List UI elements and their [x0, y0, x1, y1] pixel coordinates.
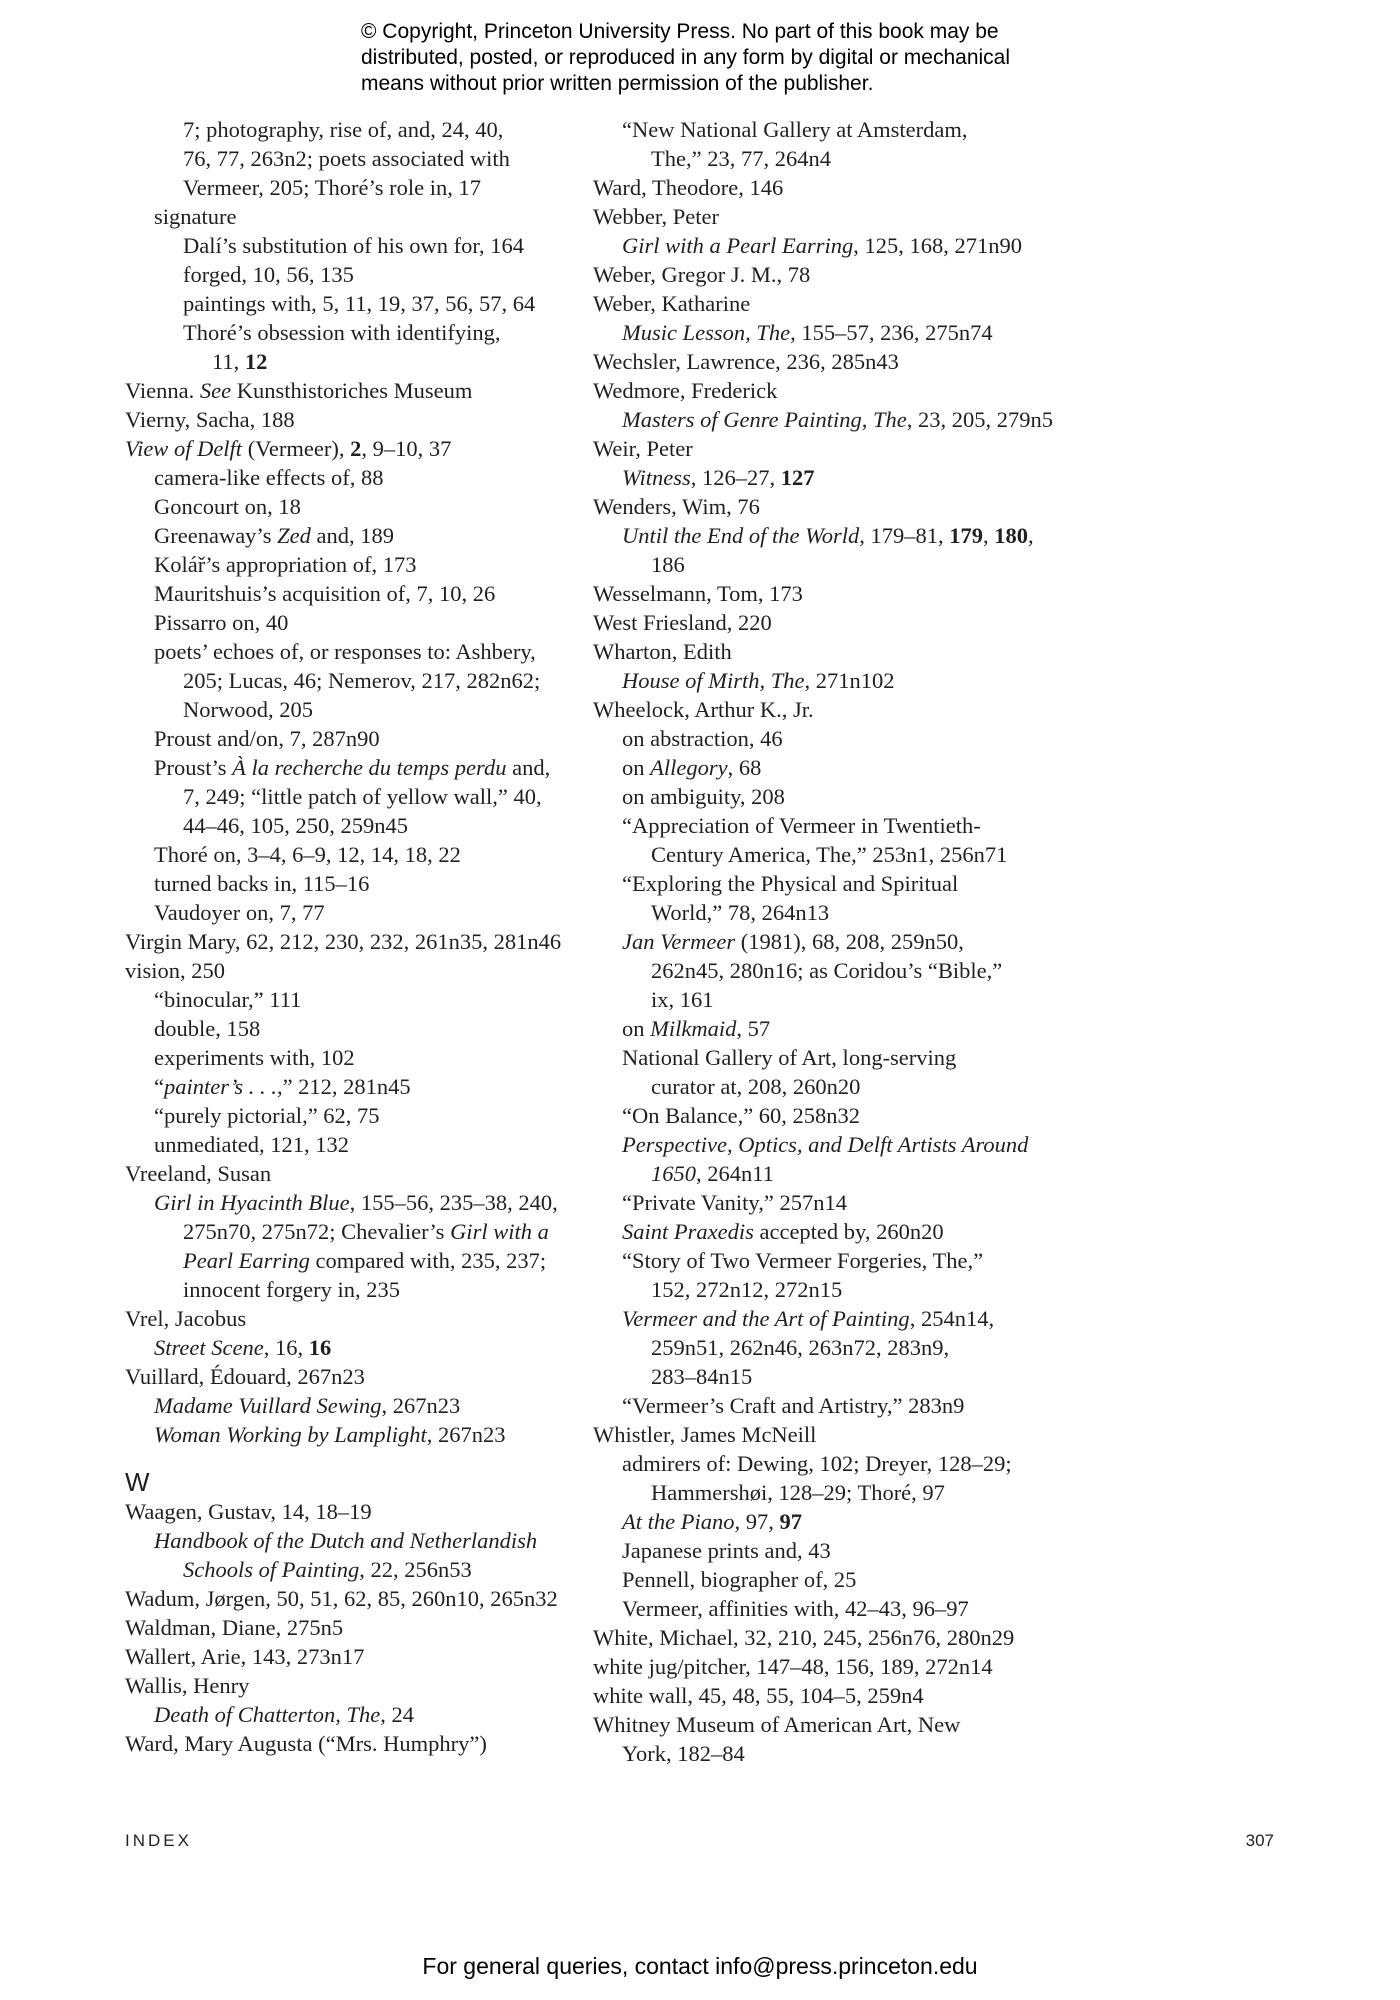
index-subentry	[125, 1217, 595, 1246]
entry-text: Kunsthistoriches Museum	[231, 378, 473, 403]
bold-page-ref: 97	[779, 1509, 802, 1534]
italic-text: Madame Vuillard Sewing	[154, 1393, 382, 1418]
index-entry	[125, 1613, 595, 1642]
index-subentry	[125, 1188, 595, 1217]
entry-text: Thoré’s obsession with identifying,	[183, 320, 501, 345]
italic-text: House of Mirth, The	[622, 668, 805, 693]
footer-contact: For general queries, contact info@press.princeton.edu	[422, 1953, 978, 1979]
bold-page-ref: 180	[994, 523, 1029, 548]
index-subentry	[593, 1246, 1063, 1275]
section-gap	[125, 1449, 595, 1461]
index-subentry	[593, 1304, 1063, 1333]
index-subentry	[593, 869, 1063, 898]
entry-text: , 267n23	[381, 1393, 461, 1418]
entry-text: , 155–56, 235–38, 240,	[349, 1190, 558, 1215]
index-subentry	[593, 1101, 1063, 1130]
index-subentry	[125, 869, 595, 898]
index-subentry	[593, 753, 1063, 782]
entry-text: Kolář’s appropriation of, 173	[154, 552, 417, 577]
entry-text: poets’ echoes of, or responses to: Ashbery,	[154, 639, 536, 664]
index-subentry	[125, 1333, 595, 1362]
index-subentry	[125, 1555, 595, 1584]
index-entry	[593, 1710, 1063, 1739]
entry-text: Vuillard, Édouard, 267n23	[125, 1364, 365, 1389]
index-entry	[593, 1420, 1063, 1449]
entry-text: “Story of Two Vermeer Forgeries, The,”	[622, 1248, 984, 1273]
italic-text: Girl with a Pearl Earring	[622, 233, 854, 258]
index-subentry	[593, 1043, 1063, 1072]
italic-text: Music Lesson, The	[622, 320, 791, 345]
entry-text: and, 189	[310, 523, 394, 548]
entry-text: , 57	[736, 1016, 771, 1041]
index-subentry	[125, 985, 595, 1014]
index-entry	[125, 1729, 595, 1758]
section-heading	[125, 1461, 595, 1497]
entry-text: Wheelock, Arthur K., Jr.	[593, 697, 814, 722]
index-entry	[593, 202, 1063, 231]
index-entry	[125, 1362, 595, 1391]
entry-text: Wesselmann, Tom, 173	[593, 581, 803, 606]
index-subentry	[593, 985, 1063, 1014]
entry-text: forged, 10, 56, 135	[183, 262, 354, 287]
index-subentry	[593, 840, 1063, 869]
italic-text: Death of Chatterton, The	[154, 1702, 381, 1727]
entry-text: Vrel, Jacobus	[125, 1306, 247, 1331]
index-subentry	[593, 1478, 1063, 1507]
index-subentry	[593, 666, 1063, 695]
index-entry	[125, 1584, 595, 1613]
index-subentry	[125, 1700, 595, 1729]
entry-text: Greenaway’s	[154, 523, 278, 548]
entry-text: “On Balance,” 60, 258n32	[622, 1103, 861, 1128]
index-subentry	[125, 492, 595, 521]
index-subentry	[593, 1594, 1063, 1623]
entry-text: Goncourt on, 18	[154, 494, 301, 519]
index-subentry	[125, 1072, 595, 1101]
index-subentry	[593, 1188, 1063, 1217]
entry-text: Waldman, Diane, 275n5	[125, 1615, 344, 1640]
entry-text: Virgin Mary, 62, 212, 230, 232, 261n35, 281n46	[125, 929, 562, 954]
entry-text: York, 182–84	[622, 1741, 745, 1766]
index-subentry	[125, 173, 595, 202]
entry-text: Wallert, Arie, 143, 273n17	[125, 1644, 365, 1669]
index-subentry	[593, 405, 1063, 434]
index-subentry	[593, 782, 1063, 811]
index-subentry	[125, 782, 595, 811]
entry-text: Proust’s	[154, 755, 233, 780]
index-entry	[593, 637, 1063, 666]
entry-text: , 264n11	[696, 1161, 774, 1186]
entry-text: on	[622, 755, 651, 780]
entry-text: Wadum, Jørgen, 50, 51, 62, 85, 260n10, 265n32	[125, 1586, 558, 1611]
entry-text: on	[622, 1016, 651, 1041]
index-column-left	[125, 115, 595, 1758]
entry-text: , 125, 168, 271n90	[853, 233, 1023, 258]
bold-page-ref: 16	[308, 1335, 332, 1360]
entry-text: on abstraction, 46	[622, 726, 783, 751]
entry-text: 283–84n15	[651, 1364, 753, 1389]
index-entry	[593, 492, 1063, 521]
entry-text: , 23, 205, 279n5	[906, 407, 1054, 432]
index-subentry	[593, 1536, 1063, 1565]
entry-text: , 68	[727, 755, 762, 780]
italic-text: Vermeer and the Art of Painting	[622, 1306, 910, 1331]
copyright-line: means without prior written permission of the publisher.	[361, 72, 874, 95]
italic-text: Until the End of the World	[622, 523, 860, 548]
index-entry	[593, 347, 1063, 376]
index-subentry	[125, 231, 595, 260]
bold-page-ref: 127	[780, 465, 815, 490]
index-subentry	[125, 550, 595, 579]
entry-text: turned backs in, 115–16	[154, 871, 370, 896]
italic-text: Saint Praxedis	[622, 1219, 754, 1244]
entry-text: “Private Vanity,” 257n14	[622, 1190, 847, 1215]
entry-text: and,	[506, 755, 551, 780]
italic-text: Milkmaid	[650, 1016, 737, 1041]
entry-text: , 179–81,	[859, 523, 950, 548]
index-subentry	[593, 1275, 1063, 1304]
index-subentry	[593, 1739, 1063, 1768]
index-entry	[125, 1159, 595, 1188]
entry-text: Dalí’s substitution of his own for, 164	[183, 233, 524, 258]
index-subentry	[125, 724, 595, 753]
italic-text: Schools of Painting	[183, 1557, 360, 1582]
entry-text: Vaudoyer on, 7, 77	[154, 900, 325, 925]
entry-text: Proust and/on, 7, 287n90	[154, 726, 380, 751]
entry-text: W	[125, 1467, 150, 1497]
italic-text: Perspective, Optics, and Delft Artists Around	[622, 1132, 1029, 1157]
index-subentry	[593, 1507, 1063, 1536]
index-entry	[593, 579, 1063, 608]
entry-text: Vreeland, Susan	[125, 1161, 272, 1186]
entry-text: “binocular,” 111	[154, 987, 302, 1012]
entry-text: vision, 250	[125, 958, 226, 983]
entry-text: experiments with, 102	[154, 1045, 355, 1070]
index-subentry	[125, 608, 595, 637]
index-entry	[125, 927, 595, 956]
index-entry	[125, 434, 595, 463]
index-entry	[125, 956, 595, 985]
italic-text: Jan Vermeer	[622, 929, 736, 954]
entry-text: , 155–57, 236, 275n74	[790, 320, 993, 345]
entry-text: Mauritshuis’s acquisition of, 7, 10, 26	[154, 581, 496, 606]
index-entry	[593, 608, 1063, 637]
entry-text: , 254n14,	[909, 1306, 995, 1331]
italic-text: View of Delft	[125, 436, 243, 461]
index-column-right	[593, 115, 1063, 1768]
entry-text: Vermeer, 205; Thoré’s role in, 17	[183, 175, 481, 200]
entry-text: , 22, 256n53	[359, 1557, 472, 1582]
entry-text: Vermeer, affinities with, 42–43, 96–97	[622, 1596, 969, 1621]
entry-text: “New National Gallery at Amsterdam,	[622, 117, 968, 142]
entry-text: (1981), 68, 208, 259n50,	[735, 929, 964, 954]
copyright-line: distributed, posted, or reproduced in any form by digital or mechanical	[361, 46, 1011, 69]
entry-text: Wedmore, Frederick	[593, 378, 778, 403]
entry-text: ,” 212, 281n45	[276, 1074, 411, 1099]
entry-text: The,” 23, 77, 264n4	[651, 146, 831, 171]
index-entry	[593, 173, 1063, 202]
bold-page-ref: 179	[949, 523, 984, 548]
index-subentry	[125, 144, 595, 173]
entry-text: compared with, 235, 237;	[309, 1248, 547, 1273]
entry-text: , 9–10, 37	[361, 436, 452, 461]
italic-text: Woman Working by Lamplight	[154, 1422, 427, 1447]
page-number: 307	[1245, 1831, 1274, 1850]
index-subentry	[593, 724, 1063, 753]
entry-text: , 271n102	[804, 668, 895, 693]
entry-text: Ward, Mary Augusta (“Mrs. Humphry”)	[125, 1731, 487, 1756]
index-subentry	[125, 1101, 595, 1130]
entry-text: 11,	[212, 349, 245, 374]
entry-text: 259n51, 262n46, 263n72, 283n9,	[651, 1335, 950, 1360]
index-entry	[125, 1497, 595, 1526]
entry-text: Japanese prints and, 43	[622, 1538, 831, 1563]
entry-text: Weber, Gregor J. M., 78	[593, 262, 811, 287]
index-subentry	[125, 521, 595, 550]
entry-text: innocent forgery in, 235	[183, 1277, 401, 1302]
index-subentry	[593, 521, 1063, 550]
entry-text: 186	[651, 552, 685, 577]
entry-text: National Gallery of Art, long-serving	[622, 1045, 957, 1070]
index-subentry	[593, 115, 1063, 144]
entry-text: white jug/pitcher, 147–48, 156, 189, 272n14	[593, 1654, 993, 1679]
entry-text: Century America, The,” 253n1, 256n71	[651, 842, 1008, 867]
entry-text: admirers of: Dewing, 102; Dreyer, 128–29;	[622, 1451, 1012, 1476]
index-entry	[125, 1304, 595, 1333]
entry-text: 205; Lucas, 46; Nemerov, 217, 282n62;	[183, 668, 541, 693]
entry-text: Whistler, James McNeill	[593, 1422, 817, 1447]
index-subentry	[125, 463, 595, 492]
index-subentry	[125, 1275, 595, 1304]
index-subentry	[593, 927, 1063, 956]
italic-text: See	[199, 378, 232, 403]
entry-text: curator at, 208, 260n20	[651, 1074, 861, 1099]
index-subentry	[593, 550, 1063, 579]
index-subentry	[593, 898, 1063, 927]
index-subentry	[593, 956, 1063, 985]
entry-text: 44–46, 105, 250, 259n45	[183, 813, 408, 838]
index-entry	[593, 1623, 1063, 1652]
index-subentry	[125, 1391, 595, 1420]
index-subentry	[125, 811, 595, 840]
entry-text: World,” 78, 264n13	[651, 900, 830, 925]
index-subentry	[125, 289, 595, 318]
index-subentry	[125, 840, 595, 869]
index-entry	[593, 434, 1063, 463]
entry-text: (Vermeer),	[242, 436, 351, 461]
italic-text: Allegory	[650, 755, 728, 780]
index-entry	[593, 1652, 1063, 1681]
entry-text: paintings with, 5, 11, 19, 37, 56, 57, 64	[183, 291, 536, 316]
entry-text: Wharton, Edith	[593, 639, 732, 664]
entry-text: double, 158	[154, 1016, 261, 1041]
entry-text: “	[154, 1074, 164, 1099]
entry-text: 152, 272n12, 272n15	[651, 1277, 843, 1302]
italic-text: Zed	[277, 523, 311, 548]
entry-text: Norwood, 205	[183, 697, 313, 722]
entry-text: white wall, 45, 48, 55, 104–5, 259n4	[593, 1683, 924, 1708]
entry-text: 7; photography, rise of, and, 24, 40,	[183, 117, 504, 142]
index-entry	[125, 376, 595, 405]
index-subentry	[125, 1526, 595, 1555]
copyright-line: © Copyright, Princeton University Press. No part of this book may be	[361, 20, 999, 43]
entry-text: Weber, Katharine	[593, 291, 751, 316]
italic-text: Girl in Hyacinth Blue	[154, 1190, 350, 1215]
index-subentry	[125, 1130, 595, 1159]
entry-text: 262n45, 280n16; as Coridou’s “Bible,”	[651, 958, 1003, 983]
entry-text: White, Michael, 32, 210, 245, 256n76, 280n29	[593, 1625, 1015, 1650]
entry-text: on ambiguity, 208	[622, 784, 785, 809]
entry-text: , 126–27,	[690, 465, 781, 490]
index-entry	[593, 289, 1063, 318]
index-subentry	[125, 695, 595, 724]
italic-text: Girl with a	[450, 1219, 549, 1244]
index-subentry	[125, 347, 595, 376]
entry-text: Pissarro on, 40	[154, 610, 289, 635]
index-subentry	[593, 1391, 1063, 1420]
entry-text: “Appreciation of Vermeer in Twentieth-	[622, 813, 981, 838]
entry-text: Webber, Peter	[593, 204, 719, 229]
index-entry	[593, 376, 1063, 405]
index-entry	[125, 1671, 595, 1700]
entry-text: Hammershøi, 128–29; Thoré, 97	[651, 1480, 945, 1505]
entry-text: Waagen, Gustav, 14, 18–19	[125, 1499, 372, 1524]
index-entry	[125, 1642, 595, 1671]
entry-text: “Exploring the Physical and Spiritual	[622, 871, 959, 896]
italic-text: At the Piano	[622, 1509, 735, 1534]
entry-text: , 24	[380, 1702, 414, 1727]
index-subentry	[593, 1014, 1063, 1043]
index-entry	[593, 1681, 1063, 1710]
italic-text: painter’s . . .	[164, 1074, 277, 1099]
italic-text: 1650	[651, 1161, 696, 1186]
index-subentry	[593, 1565, 1063, 1594]
index-subentry	[125, 898, 595, 927]
entry-text: Pennell, biographer of, 25	[622, 1567, 857, 1592]
index-subentry	[125, 579, 595, 608]
index-subentry	[125, 1420, 595, 1449]
index-subentry	[125, 666, 595, 695]
entry-text: , 16,	[263, 1335, 309, 1360]
entry-text: 7, 249; “little patch of yellow wall,” 40,	[183, 784, 542, 809]
index-subentry	[125, 318, 595, 347]
italic-text: À la recherche du temps perdu	[232, 755, 507, 780]
index-subentry	[125, 1043, 595, 1072]
entry-text: Wallis, Henry	[125, 1673, 250, 1698]
index-subentry	[593, 1130, 1063, 1159]
index-subentry	[593, 1449, 1063, 1478]
index-subentry	[593, 318, 1063, 347]
entry-text: Weir, Peter	[593, 436, 693, 461]
entry-text: Wenders, Wim, 76	[593, 494, 760, 519]
bold-page-ref: 12	[244, 349, 268, 374]
entry-text: 76, 77, 263n2; poets associated with	[183, 146, 510, 171]
index-subentry	[593, 231, 1063, 260]
entry-text: , 97,	[734, 1509, 780, 1534]
index-subentry	[125, 115, 595, 144]
italic-text: Witness	[622, 465, 691, 490]
entry-text: West Friesland, 220	[593, 610, 772, 635]
index-subentry	[125, 260, 595, 289]
index-subentry	[125, 202, 595, 231]
index-subentry	[125, 1246, 595, 1275]
entry-text: ,	[1028, 523, 1034, 548]
entry-text: ix, 161	[651, 987, 714, 1012]
entry-text: Ward, Theodore, 146	[593, 175, 784, 200]
index-subentry	[593, 811, 1063, 840]
index-subentry	[593, 1159, 1063, 1188]
entry-text: ,	[983, 523, 995, 548]
entry-text: Thoré on, 3–4, 6–9, 12, 14, 18, 22	[154, 842, 461, 867]
entry-text: 275n70, 275n72; Chevalier’s	[183, 1219, 451, 1244]
copyright-notice	[361, 19, 1121, 97]
entry-text: Wechsler, Lawrence, 236, 285n43	[593, 349, 899, 374]
index-subentry	[593, 1217, 1063, 1246]
index-entry	[593, 695, 1063, 724]
entry-text: Whitney Museum of American Art, New	[593, 1712, 961, 1737]
running-head: INDEX	[125, 1831, 192, 1850]
bold-page-ref: 2	[350, 436, 362, 461]
index-entry	[125, 405, 595, 434]
entry-text: signature	[154, 204, 237, 229]
italic-text: Pearl Earring	[183, 1248, 310, 1273]
italic-text: Street Scene	[154, 1335, 264, 1360]
entry-text: “Vermeer’s Craft and Artistry,” 283n9	[622, 1393, 965, 1418]
entry-text: camera-like effects of, 88	[154, 465, 384, 490]
entry-text: Vienna.	[125, 378, 200, 403]
index-subentry	[593, 463, 1063, 492]
index-subentry	[593, 144, 1063, 173]
entry-text: “purely pictorial,” 62, 75	[154, 1103, 380, 1128]
entry-text: accepted by, 260n20	[753, 1219, 944, 1244]
entry-text: unmediated, 121, 132	[154, 1132, 349, 1157]
index-subentry	[125, 753, 595, 782]
italic-text: Masters of Genre Painting, The	[622, 407, 907, 432]
italic-text: Handbook of the Dutch and Netherlandish	[154, 1528, 538, 1553]
index-subentry	[125, 637, 595, 666]
entry-text: Vierny, Sacha, 188	[125, 407, 295, 432]
index-subentry	[125, 1014, 595, 1043]
index-subentry	[593, 1072, 1063, 1101]
index-subentry	[593, 1362, 1063, 1391]
entry-text: , 267n23	[426, 1422, 506, 1447]
index-subentry	[593, 1333, 1063, 1362]
index-entry	[593, 260, 1063, 289]
